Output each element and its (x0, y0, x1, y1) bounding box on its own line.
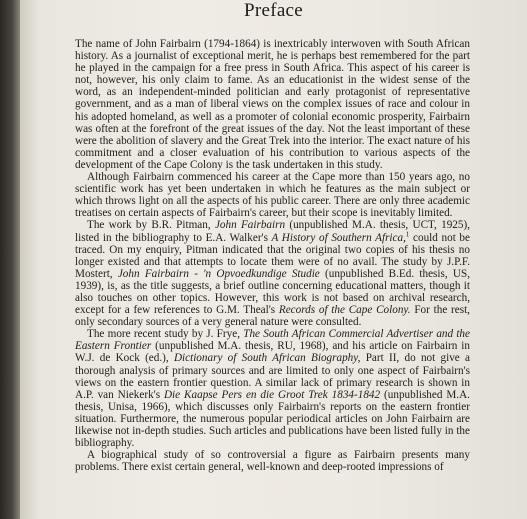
italic-title: A History of Southern Africa, (271, 231, 406, 244)
italic-title: John Fairbairn - 'n Opvoedkundige Studie (117, 267, 320, 280)
paragraph (75, 449, 470, 473)
text-run: The more recent study by J. Frye, (87, 328, 244, 341)
paragraph (75, 38, 470, 171)
text-run: The work by B.R. Pitman, (87, 219, 215, 232)
paragraph (75, 171, 470, 219)
paragraph (75, 219, 470, 328)
book-spine (0, 0, 20, 519)
text-run: Although Fairbairn commenced his career at the Cape more than 150 years ago, no scientific work has yet been undertaken in which he features as the main subject or which throws light on all the aspects of his public career. There are only three academic treatises on certain aspects of Fairbairn's career, but their scope is inevitably limited. (75, 171, 470, 220)
text-run: A biographical study of so controversial a figure as Fairbairn presents many problems. There exist certain general, well-known and deep-rooted impressions of (75, 449, 470, 474)
text-run: could not be traced. On my enquiry, Pitman indicated that the original two copies of his thesis no longer existed and that attempts to locate them were of no avail. The study by J.P.F. Mostert, (75, 231, 470, 280)
book-page (20, 0, 527, 519)
text-run: (unpublished B.Ed. thesis, US, 1939), is, as the title suggests, a brief outline concerning educational matters, though it also touches on other topics. However, this work is not based on archival research, except for a few references to G.M. Theal's (75, 267, 470, 317)
page-title: Preface (243, 0, 304, 21)
text-run: (unpublished M.A. thesis, Unisa, 1966), which discusses only Fairbairn's reports on the eastern frontier situation. Furthermore, the numerous popular periodical articles on John Fairbairn are likewise not in-depth studies. Such articles and publications have been listed fully in the bibliography. (75, 388, 470, 450)
italic-title: Die Kaapse Pers en die Groot Trek 1834-1842 (163, 388, 381, 401)
paragraph (75, 328, 470, 449)
italic-title: John Fairbairn (214, 219, 286, 232)
italic-title: Records of the Cape Colony. (278, 304, 411, 317)
italic-title: Dictionary of South African Biography, (173, 352, 361, 365)
text-run: (unpublished M.A. thesis, RU, 1968), and his article on Fairbairn in W.J. de Kock (ed.), (75, 340, 470, 365)
italic-title: The South African Commercial Advertiser and the Eastern Frontier (75, 328, 470, 353)
text-run: The name of John Fairbairn (1794-1864) is inextricably interwoven with South African history. As a journalist of exceptional merit, he is perhaps best remembered for the part he played in the campaign for a free press in South Africa. This aspect of his career is not, however, his only claim to fame. As an educationist in the widest sense of the word, as an independent-minded politician and early protagonist of representative government, and as a man of liberal views on the complex issues of race and colour in his adopted homeland, as well as a promoter of colonial economic prosperity, Fairbairn was often at the forefront of the great issues of the day. Not the least important of these were the abolition of slavery and the Great Trek into the interior. The exact nature of his commitment and a closer evaluation of his contribution to various aspects of the development of the Cape Colony is the task undertaken in this study. (75, 38, 470, 171)
text-run: (unpublished M.A. thesis, UCT, 1925), listed in the bibliography to E.A. Walker's (75, 219, 470, 244)
text-run: For the rest, only secondary sources of a very general nature were consulted. (75, 304, 470, 329)
footnote-marker: 1 (405, 229, 410, 238)
text-run: Part II, do not give a thorough analysis of primary sources and are limited to only one aspect of Fairbairn's views on the eastern frontier question. A similar lack of primary research is shown in A.P. van Niekerk's (75, 352, 470, 401)
body-text (75, 38, 470, 473)
